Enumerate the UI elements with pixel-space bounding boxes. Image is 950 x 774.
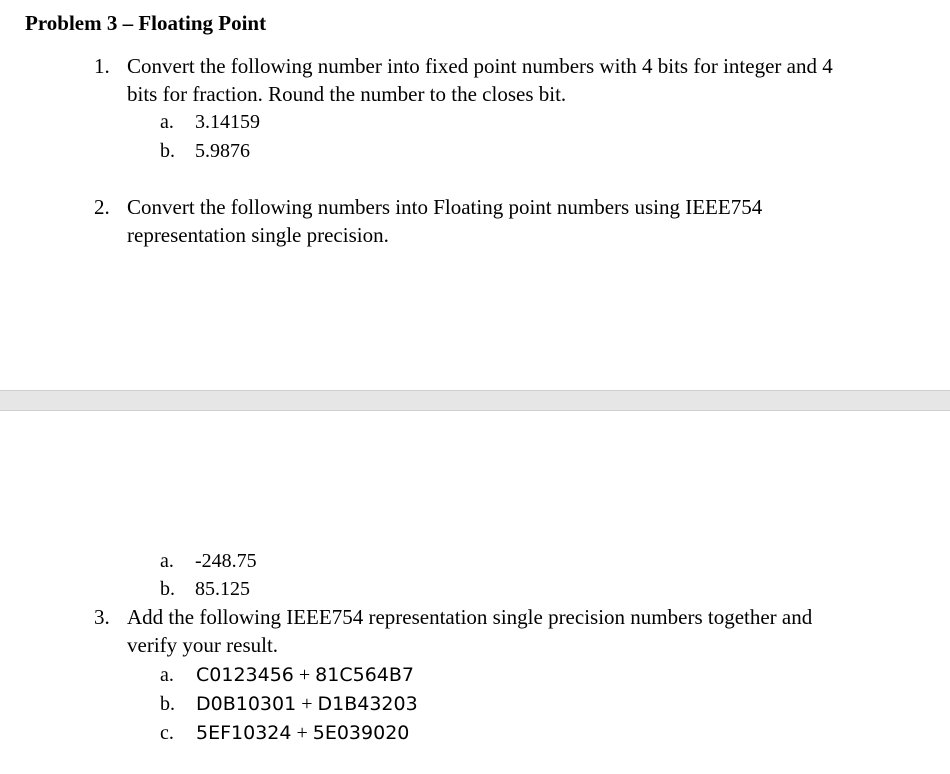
q3-text-line1: Add the following IEEE754 representation single precision numbers together and xyxy=(127,605,813,629)
q3-item-b-letter: b. xyxy=(160,693,175,715)
q2-item-a-value: -248.75 xyxy=(195,550,257,572)
q2-number: 2. xyxy=(94,195,110,219)
q2-item-b-value: 85.125 xyxy=(195,578,250,600)
q3-item-b-op: + xyxy=(296,693,318,715)
q3-item-a-expression xyxy=(196,661,414,689)
problem-heading: Problem 3 – Floating Point xyxy=(25,11,267,35)
q3-item-c-left: 5EF10324 xyxy=(196,722,292,744)
page-break-gap xyxy=(0,390,950,411)
q3-item-a-op: + xyxy=(293,664,316,686)
document-page-bottom xyxy=(0,411,950,774)
q1-item-a-letter: a. xyxy=(160,111,174,133)
q1-text-line2: bits for fraction. Round the number to the closes bit. xyxy=(127,82,567,106)
q3-item-a-left: C0123456 xyxy=(196,664,294,686)
q3-number: 3. xyxy=(94,605,110,629)
q1-number: 1. xyxy=(94,54,110,78)
q2-item-b-letter: b. xyxy=(160,578,175,600)
q3-text-line2: verify your result. xyxy=(127,633,279,657)
q1-item-a-value: 3.14159 xyxy=(195,111,260,133)
q3-item-a-right: 81C564B7 xyxy=(315,664,415,686)
q3-item-b-right: D1B43203 xyxy=(317,693,418,715)
q1-text-line1: Convert the following number into fixed point numbers with 4 bits for integer and 4 xyxy=(127,54,833,78)
q3-item-c-letter: c. xyxy=(160,722,174,744)
q2-text-line1: Convert the following numbers into Floating point numbers using IEEE754 xyxy=(127,195,763,219)
q3-item-a-letter: a. xyxy=(160,664,174,686)
q1-item-b-letter: b. xyxy=(160,140,175,162)
q1-item-b-value: 5.9876 xyxy=(195,140,250,162)
q3-item-b-left: D0B10301 xyxy=(196,693,297,715)
q2-item-a-letter: a. xyxy=(160,550,174,572)
q3-item-c-op: + xyxy=(291,722,313,744)
q3-item-c-expression xyxy=(196,719,409,747)
q3-item-c-right: 5E039020 xyxy=(312,722,410,744)
q3-item-b-expression xyxy=(196,690,418,718)
q2-text-line2: representation single precision. xyxy=(127,223,389,247)
